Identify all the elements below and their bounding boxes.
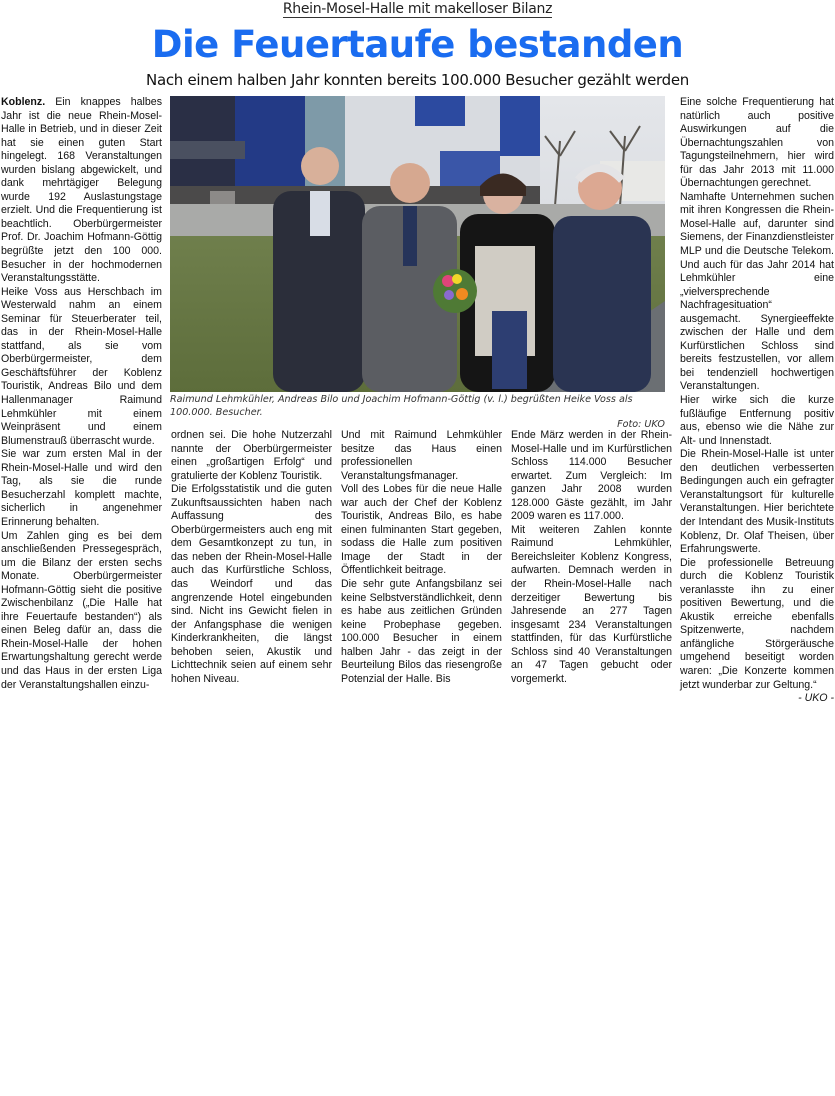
article-column-4: [511, 429, 672, 686]
article-photo: [170, 96, 665, 392]
paragraph: Die professionelle Betreuung durch die Koblenz Touristik veranlasste ihn zu einer positiven Bewertung, und die Akustik erreiche ebenfalls Spitzenwerte, nachdem anfängliche Störgeräusche umgehend beseitigt worden waren: „Die Konzerte kommen jetzt wunderbar zur Geltung.“: [680, 556, 834, 691]
dateline: Koblenz.: [1, 96, 46, 108]
paragraph: Die sehr gute Anfangsbilanz sei keine Selbstverständlichkeit, denn es habe aus zeitlichen Gründen keine Probephase gegeben. 100.000 Besucher in einem halben Jahr - das zeigt in der Beurteilung Bilos das riesengroße Potenzial der Halle. Bis: [341, 578, 502, 685]
article-headline: Die Feuertaufe bestanden: [151, 23, 684, 66]
paragraph: Mit weiteren Zahlen konnte Raimund Lehmkühler, Bereichsleiter Koblenz Kongress, aufwarten. Demnach werden in der Rhein-Mosel-Halle nach derzeitiger Bewertung bis Jahresende an 277 Tagen insgesamt 234 Veranstaltungen stattfinden, für das Kurfürstliche Schloss sind 40 Veranstaltungen an 47 Tagen gebucht oder vorgemerkt.: [511, 523, 672, 685]
article-column-5: [680, 96, 834, 706]
person-4: [553, 216, 651, 392]
author-signature: - UKO -: [798, 692, 834, 705]
paragraph: Ende März werden in der Rhein-Mosel-Halle und im Kurfürstlichen Schloss 114.000 Besucher erwartet. Zum Vergleich: Im ganzen Jahr 2008 wurden 128.000 Gäste gezählt, im Jahr 2009 waren es 117.000.: [511, 429, 672, 523]
paragraph: Namhafte Unternehmen suchen mit ihren Kongressen die Rhein-Mosel-Halle auf, darunter sind Siemens, der Finanzdienstleister MLP und die Deutsche Telekom. Und auch für das Jahr 2014 hat Lehmkühler eine „vielversprechende Nachfragesituation“ ausgemacht. Synergieeffekte zwischen der Halle und dem Kurfürstlichen Schloss sind bereits festzustellen, vor allem bei tendenziell hochwertigen Veranstaltungen.: [680, 190, 834, 393]
article-column-3: [341, 429, 502, 686]
paragraph: Und mit Raimund Lehmkühler besitze das Haus einen professionellen Veranstaltungsfmanager.: [341, 429, 502, 482]
wine-gift-box: [492, 311, 527, 389]
photo-illustration: [170, 96, 665, 392]
article-subheadline: Nach einem halben Jahr konnten bereits 100.000 Besucher gezählt werden: [146, 71, 689, 89]
paragraph: Heike Voss aus Herschbach im Westerwald nahm an einem Seminar für Steuerberater teil, das in der Rhein-Mosel-Halle stattfand, als sie vom Oberbürgermeister, dem Geschäftsführer der Koblenz Touristik, Andreas Bilo und dem Hallenmanager Raimund Lehmkühler mit einem Weinpräsent und einem Blumenstrauß überrascht wurde.: [1, 285, 162, 447]
article-column-1: [1, 96, 162, 692]
paragraph: Sie war zum ersten Mal in der Rhein-Mosel-Halle und wird den Tag, als sie die runde Besucherzahl komplett machte, sicherlich in angenehmer Erinnerung behalten.: [1, 448, 162, 528]
paragraph: Die Erfolgsstatistik und die guten Zukunftsaussichten haben nach Auffassung des Oberbürgermeisters auch eng mit dem Gesamtkonzept zu tun, in das neben der Rhein-Mosel-Halle auch das Kurfürstliche Schloss, das Weindorf und das angrenzende Hotel eingebunden sind. Nicht ins Gewicht fielen in der Anfangsphase die wenigen Kinderkrankheiten, die längst behoben seien, Akustik und Lichttechnik seien auf einem sehr hohen Niveau.: [171, 483, 332, 685]
paragraph: Voll des Lobes für die neue Halle war auch der Chef der Koblenz Touristik, Andreas Bilo, es habe einen fulminanten Start gegeben, sodass die Halle zum positiven Image der Stadt in der Öffentlichkeit beitrage.: [341, 483, 502, 577]
article-column-2: [171, 429, 332, 686]
paragraph: Koblenz. Ein knappes halbes Jahr ist die neue Rhein-Mosel-Halle in Betrieb, und in dieser Zeit hat sie einen guten Start hingelegt. 168 Veranstaltungen wurden bislang abgewickelt, und dank mehrtägiger Belegung wurde 192 Auslastungstage erzielt. Und die Frequentierung ist beachtlich. Oberbürgermeister Prof. Dr. Joachim Hofmann-Göttig begrüßte jetzt den 100 000. Besucher in der hochmodernen Veranstaltungsstätte.: [1, 96, 162, 285]
paragraph: Hier wirke sich die kurze fußläufige Entfernung positiv aus, ebenso wie die Nähe zur Alt- und Innenstadt.: [680, 394, 834, 447]
paragraph: ordnen sei. Die hohe Nutzerzahl nannte der Oberbürgermeister einen „großartigen Erfolg“ und gratulierte der Koblenz Touristik.: [171, 429, 332, 482]
article-kicker: Rhein-Mosel-Halle mit makelloser Bilanz: [282, 1, 553, 17]
paragraph: Die Rhein-Mosel-Halle ist unter den deutlichen verbesserten Bedingungen auch ein gefragter Veranstaltungsort für kulturelle Veranstaltungen. Hier berichtete der Intendant des Musik-Instituts Koblenz, Dr. Olaf Theisen, über Erfahrungswerte.: [680, 448, 834, 556]
paragraph: Eine solche Frequentierung hat natürlich auch positive Auswirkungen auf die Übernachtungszahlen von Tagungsteilnehmern, hier wird für das Jahr 2013 mit 11.000 Übernachtungen gerechnet.: [680, 96, 834, 190]
photo-caption: Raimund Lehmkühler, Andreas Bilo und Joachim Hofmann-Göttig (v. l.) begrüßten Heike Voss als 100.000. Besucher. Foto: UKO: [170, 394, 665, 430]
paragraph: Um Zahlen ging es bei dem anschließenden Pressegespräch, um die Bilanz der ersten sechs Monate. Oberbürgermeister Hofmann-Göttig sieht die positive Zwischenbilanz („Die Halle hat ihre Feuertaufe bestanden“) als einen Beleg dafür an, dass die Rhein-Mosel-Halle der hohen Erwartungshaltung gerecht werde und das Haus in der ersten Liga der Veranstaltungshallen einzu-: [1, 529, 162, 691]
photo-credit: Foto: UKO: [617, 419, 665, 430]
